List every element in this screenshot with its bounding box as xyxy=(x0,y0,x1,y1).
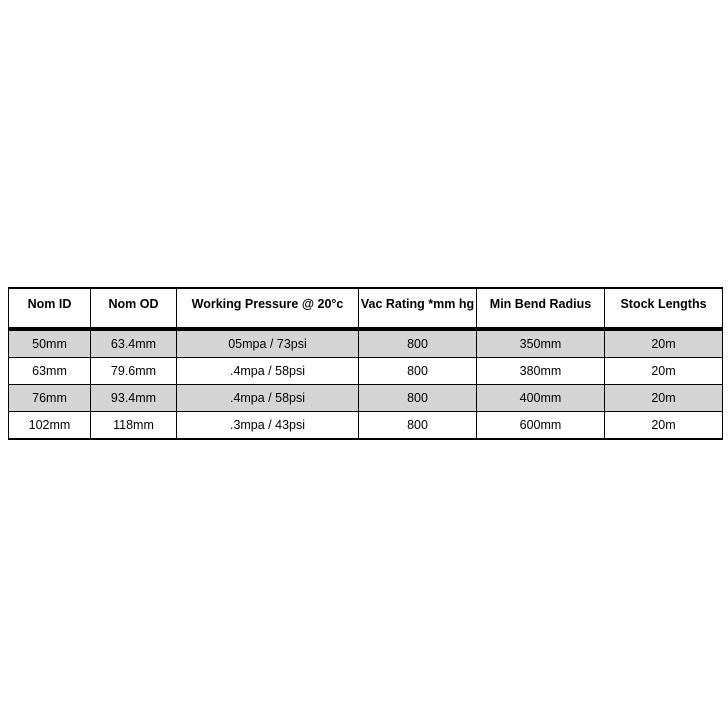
cell-nom-od: 118mm xyxy=(91,412,177,440)
cell-min-bend-radius: 350mm xyxy=(477,329,605,358)
cell-working-pressure: .4mpa / 58psi xyxy=(177,358,359,385)
table-row xyxy=(9,412,723,440)
header-stock-lengths: Stock Lengths xyxy=(605,288,723,329)
header-min-bend-radius: Min Bend Radius xyxy=(477,288,605,329)
table-row xyxy=(9,358,723,385)
table-row xyxy=(9,329,723,358)
table-header xyxy=(9,288,723,329)
cell-working-pressure: 05mpa / 73psi xyxy=(177,329,359,358)
table-body xyxy=(9,329,723,439)
cell-vac-rating: 800 xyxy=(359,358,477,385)
cell-vac-rating: 800 xyxy=(359,385,477,412)
header-row xyxy=(9,288,723,329)
header-nom-id: Nom ID xyxy=(9,288,91,329)
cell-working-pressure: .4mpa / 58psi xyxy=(177,385,359,412)
hose-spec-table xyxy=(8,287,723,440)
cell-nom-id: 76mm xyxy=(9,385,91,412)
cell-working-pressure: .3mpa / 43psi xyxy=(177,412,359,440)
cell-nom-od: 63.4mm xyxy=(91,329,177,358)
cell-stock-lengths: 20m xyxy=(605,385,723,412)
cell-min-bend-radius: 400mm xyxy=(477,385,605,412)
cell-nom-id: 63mm xyxy=(9,358,91,385)
cell-nom-id: 102mm xyxy=(9,412,91,440)
cell-nom-od: 79.6mm xyxy=(91,358,177,385)
header-vac-rating: Vac Rating *mm hg xyxy=(359,288,477,329)
cell-nom-od: 93.4mm xyxy=(91,385,177,412)
cell-min-bend-radius: 600mm xyxy=(477,412,605,440)
cell-stock-lengths: 20m xyxy=(605,358,723,385)
cell-nom-id: 50mm xyxy=(9,329,91,358)
cell-min-bend-radius: 380mm xyxy=(477,358,605,385)
cell-stock-lengths: 20m xyxy=(605,412,723,440)
cell-stock-lengths: 20m xyxy=(605,329,723,358)
header-nom-od: Nom OD xyxy=(91,288,177,329)
table-row xyxy=(9,385,723,412)
cell-vac-rating: 800 xyxy=(359,329,477,358)
cell-vac-rating: 800 xyxy=(359,412,477,440)
header-working-pressure: Working Pressure @ 20°c xyxy=(177,288,359,329)
